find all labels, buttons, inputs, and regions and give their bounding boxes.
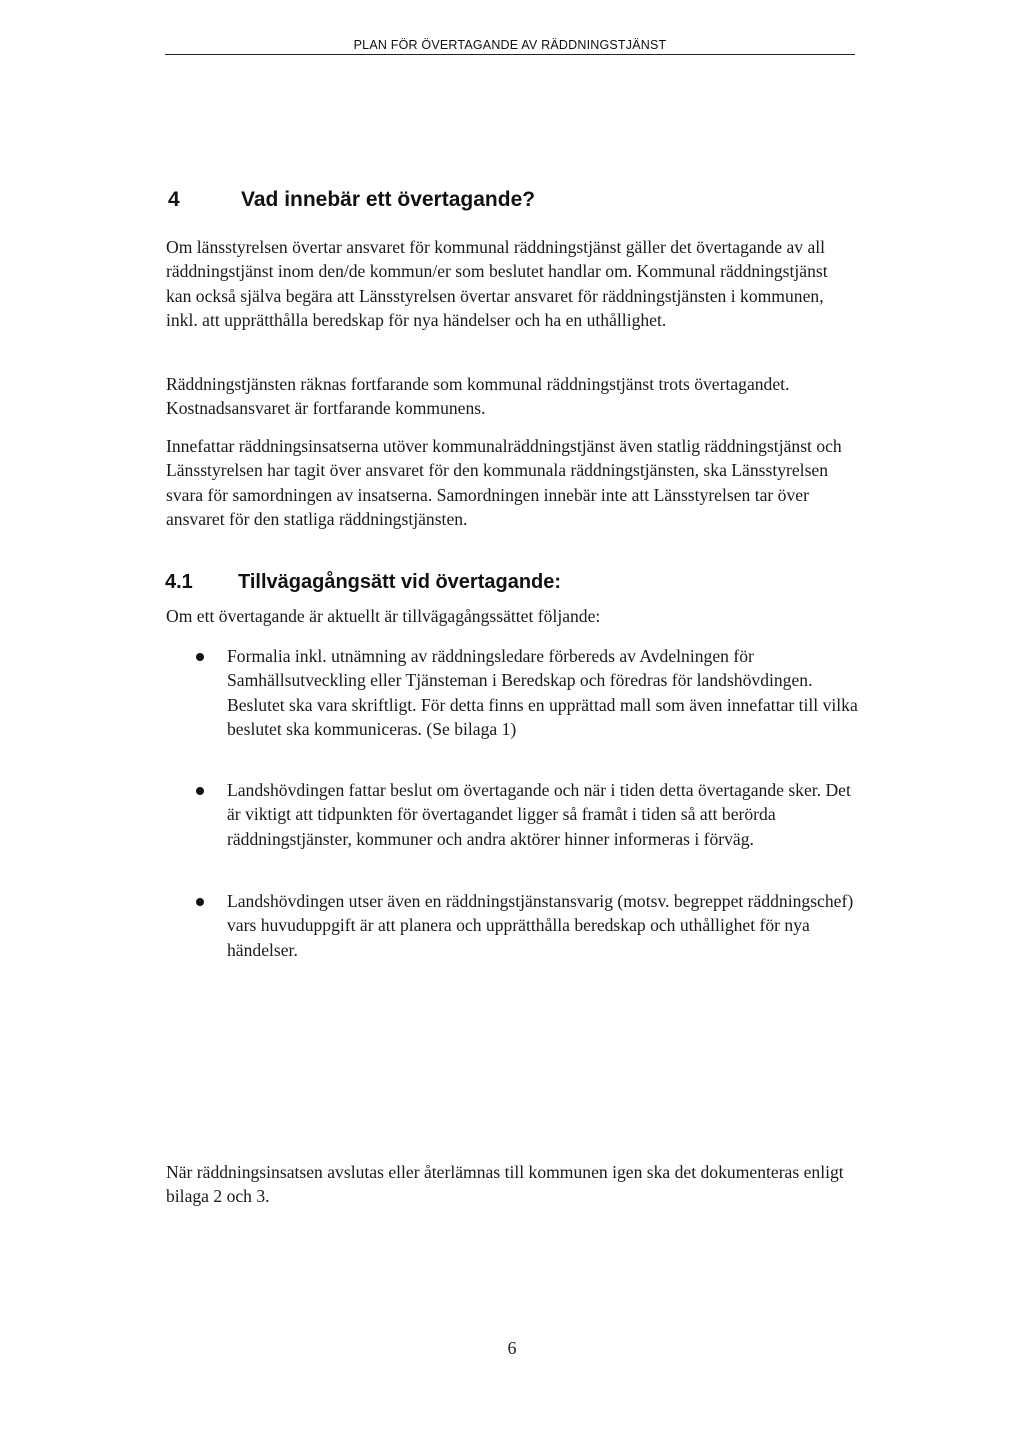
paragraph: Räddningstjänsten räknas fortfarande som kommunal räddningstjänst trots övertagandet. Kostnadsansvaret är fortfarande kommunens.	[166, 374, 790, 419]
subsection-heading	[165, 571, 561, 594]
bullet-icon	[196, 898, 204, 906]
list-item: Landshövdingen utser även en räddningstjänstansvarig (motsv. begreppet räddningschef) vars huvuduppgift är att planera och upprätthålla beredskap och uthållighet för nya händelser.	[227, 891, 854, 960]
section-heading	[168, 188, 535, 212]
bullet-icon	[196, 787, 204, 795]
subsection-number: 4.1	[165, 571, 193, 593]
list-item: Formalia inkl. utnämning av räddningsledare förbereds av Avdelningen för Samhällsutveckling eller Tjänsteman i Beredskap och föredras för landshövdingen. Beslutet ska vara skriftligt. För detta finns en upprättad mall som även innefattar till vilka beslutet ska kommuniceras. (Se bilaga 1)	[227, 646, 858, 740]
section-number: 4	[168, 188, 180, 211]
running-header: PLAN FÖR ÖVERTAGANDE AV RÄDDNINGSTJÄNST	[165, 38, 855, 55]
paragraph: Innefattar räddningsinsatserna utöver kommunalräddningstjänst även statlig räddningstjänst och Länsstyrelsen har tagit över ansvaret för den kommunala räddningstjänsten, ska Länsstyrelsen svara för samordningen av insatserna. Samordningen innebär inte att Länsstyrelsen tar över ansvaret för den statliga räddningstjänsten.	[166, 436, 842, 530]
list-item: Landshövdingen fattar beslut om övertagande och när i tiden detta övertagande sker. Det är viktigt att tidpunkten för övertagandet ligger så framåt i tiden så att berörda räddningstjänster, kommuner och andra aktörer hinner informeras i förväg.	[227, 780, 851, 849]
closing-paragraph: När räddningsinsatsen avslutas eller återlämnas till kommunen igen ska det dokumenteras enligt bilaga 2 och 3.	[166, 1162, 844, 1207]
subsection-intro: Om ett övertagande är aktuellt är tillvägagångssättet följande:	[166, 606, 601, 626]
paragraph: Om länsstyrelsen övertar ansvaret för kommunal räddningstjänst gäller det övertagande av all räddningstjänst inom den/de kommun/er som beslutet handlar om. Kommunal räddningstjänst kan också själva begära att Länsstyrelsen övertar ansvaret för räddningstjänsten i kommunen, inkl. att upprätthålla beredskap för nya händelser och ha en uthållighet.	[166, 237, 828, 331]
subsection-title: Tillvägagångsätt vid övertagande:	[238, 571, 562, 593]
bullet-icon	[196, 653, 204, 661]
section-title: Vad innebär ett övertagande?	[241, 188, 536, 211]
page-number: 6	[507, 1338, 517, 1358]
